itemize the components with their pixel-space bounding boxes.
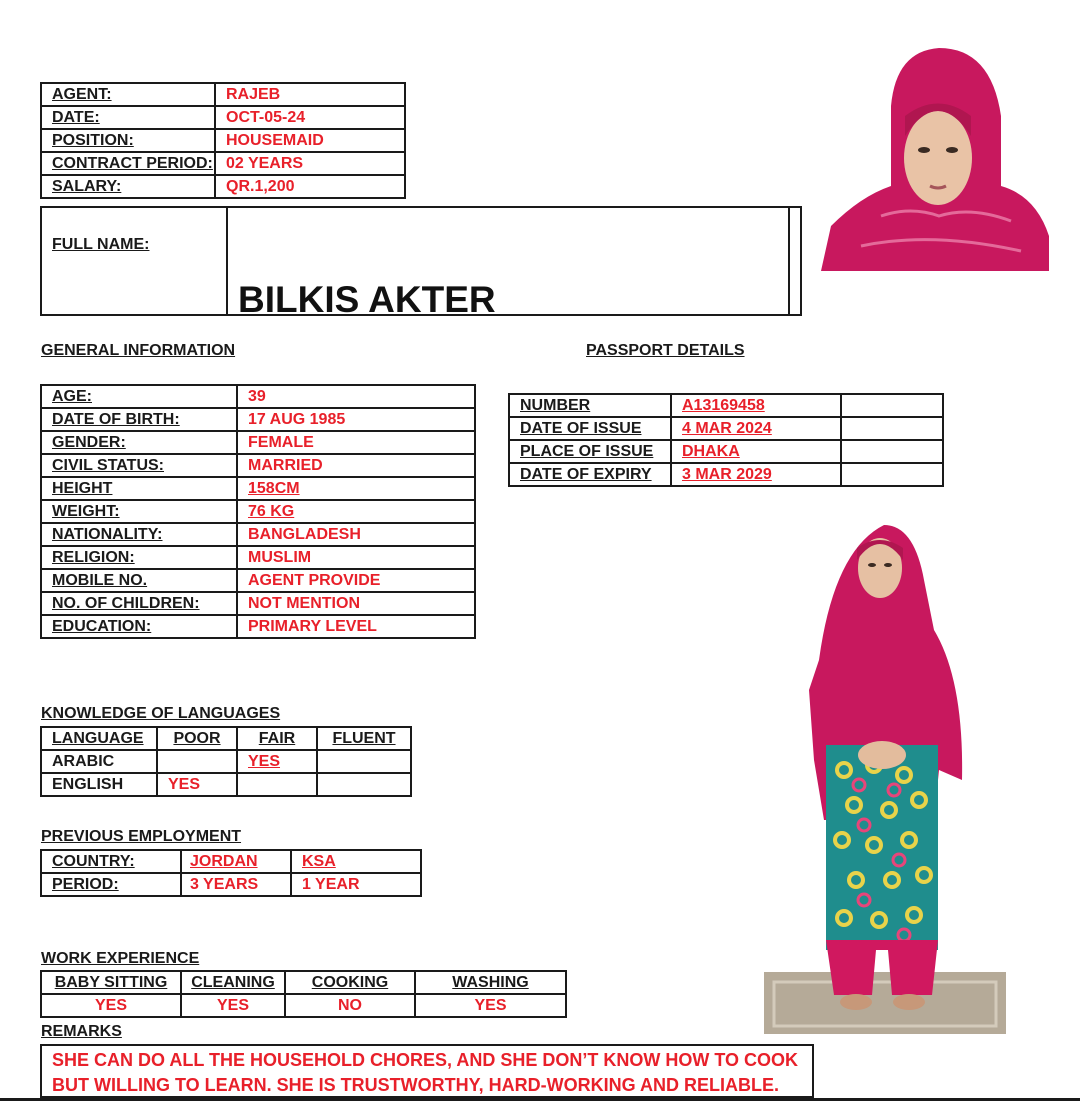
passport-table — [508, 393, 944, 487]
period-value-1: 3 YEARS — [181, 873, 291, 896]
mobile-value: AGENT PROVIDE — [237, 569, 475, 592]
empty-cell — [841, 394, 943, 417]
headshot-photo — [821, 46, 1049, 271]
table-row — [41, 207, 801, 315]
gender-value: FEMALE — [237, 431, 475, 454]
full-body-photo — [764, 520, 1006, 1034]
english-label: ENGLISH — [41, 773, 157, 796]
civil-status-label: CIVIL STATUS: — [41, 454, 237, 477]
cleaning-header: CLEANING — [181, 971, 285, 994]
country-value-1: JORDAN — [181, 850, 291, 873]
civil-status-value: MARRIED — [237, 454, 475, 477]
age-value: 39 — [237, 385, 475, 408]
passport-number-value: A13169458 — [671, 394, 841, 417]
dob-value: 17 AUG 1985 — [237, 408, 475, 431]
empty-cell — [841, 417, 943, 440]
gender-label: GENDER: — [41, 431, 237, 454]
washing-header: WASHING — [415, 971, 566, 994]
table-row — [41, 431, 475, 454]
english-fair — [237, 773, 317, 796]
full-name-value: BILKIS AKTER — [227, 207, 789, 315]
salary-label: SALARY: — [41, 175, 215, 198]
arabic-fluent — [317, 750, 411, 773]
table-row — [41, 615, 475, 638]
date-label: DATE: — [41, 106, 215, 129]
work-experience-table — [40, 970, 567, 1018]
date-value: OCT-05-24 — [215, 106, 405, 129]
expiry-date-value: 3 MAR 2029 — [671, 463, 841, 486]
table-row — [41, 773, 411, 796]
remarks-heading: REMARKS — [41, 1023, 122, 1040]
issue-place-label: PLACE OF ISSUE — [509, 440, 671, 463]
languages-heading: KNOWLEDGE OF LANGUAGES — [41, 705, 281, 722]
passport-number-label: NUMBER — [509, 394, 671, 417]
previous-employment-heading: PREVIOUS EMPLOYMENT — [41, 828, 242, 845]
weight-value: 76 KG — [237, 500, 475, 523]
table-header-row — [41, 727, 411, 750]
remarks-line-2: BUT WILLING TO LEARN. SHE IS TRUSTWORTHY, HARD-WORKING AND RELIABLE. — [52, 1075, 779, 1095]
education-value: PRIMARY LEVEL — [237, 615, 475, 638]
table-row — [41, 385, 475, 408]
language-header: LANGUAGE — [41, 727, 157, 750]
languages-table — [40, 726, 412, 797]
table-row — [41, 175, 405, 198]
remarks-line-1: SHE CAN DO ALL THE HOUSEHOLD CHORES, AND SHE DON’T KNOW HOW TO COOK — [52, 1050, 799, 1070]
period-value-2: 1 YEAR — [291, 873, 421, 896]
position-label: POSITION: — [41, 129, 215, 152]
height-label: HEIGHT — [41, 477, 237, 500]
height-value: 158CM — [237, 477, 475, 500]
arabic-poor — [157, 750, 237, 773]
agent-info-table — [40, 82, 406, 199]
full-name-table — [40, 206, 802, 316]
poor-header: POOR — [157, 727, 237, 750]
table-row — [41, 750, 411, 773]
table-row — [41, 106, 405, 129]
washing-value: YES — [415, 994, 566, 1017]
arabic-label: ARABIC — [41, 750, 157, 773]
period-label: PERIOD: — [41, 873, 181, 896]
salary-value: QR.1,200 — [215, 175, 405, 198]
issue-date-label: DATE OF ISSUE — [509, 417, 671, 440]
mobile-label: MOBILE NO. — [41, 569, 237, 592]
table-row — [41, 83, 405, 106]
dob-label: DATE OF BIRTH: — [41, 408, 237, 431]
agent-value: RAJEB — [215, 83, 405, 106]
table-row — [509, 417, 943, 440]
contract-period-label: CONTRACT PERIOD: — [41, 152, 215, 175]
table-row — [41, 523, 475, 546]
table-row — [509, 394, 943, 417]
table-row — [41, 152, 405, 175]
table-row — [41, 477, 475, 500]
english-poor: YES — [157, 773, 237, 796]
work-experience-heading: WORK EXPERIENCE — [41, 950, 200, 967]
cooking-header: COOKING — [285, 971, 415, 994]
english-fluent — [317, 773, 411, 796]
passport-details-heading: PASSPORT DETAILS — [586, 342, 745, 359]
table-row — [41, 500, 475, 523]
table-row — [41, 994, 566, 1017]
country-label: COUNTRY: — [41, 850, 181, 873]
cleaning-value: YES — [181, 994, 285, 1017]
cooking-value: NO — [285, 994, 415, 1017]
agent-label: AGENT: — [41, 83, 215, 106]
baby-sitting-header: BABY SITTING — [41, 971, 181, 994]
table-row — [41, 873, 421, 896]
arabic-fair: YES — [237, 750, 317, 773]
weight-label: WEIGHT: — [41, 500, 237, 523]
fair-header: FAIR — [237, 727, 317, 750]
table-row — [509, 440, 943, 463]
general-information-table — [40, 384, 476, 639]
table-row — [41, 408, 475, 431]
baby-sitting-value: YES — [41, 994, 181, 1017]
age-label: AGE: — [41, 385, 237, 408]
table-header-row — [41, 971, 566, 994]
full-name-label: FULL NAME: — [41, 207, 227, 315]
children-value: NOT MENTION — [237, 592, 475, 615]
expiry-date-label: DATE OF EXPIRY — [509, 463, 671, 486]
previous-employment-table — [40, 849, 422, 897]
remarks-box — [40, 1044, 814, 1098]
table-row — [41, 569, 475, 592]
fluent-header: FLUENT — [317, 727, 411, 750]
country-value-2: KSA — [291, 850, 421, 873]
empty-cell — [841, 440, 943, 463]
table-row — [41, 850, 421, 873]
contract-period-value: 02 YEARS — [215, 152, 405, 175]
nationality-value: BANGLADESH — [237, 523, 475, 546]
general-information-heading: GENERAL INFORMATION — [41, 342, 236, 359]
religion-value: MUSLIM — [237, 546, 475, 569]
religion-label: RELIGION: — [41, 546, 237, 569]
education-label: EDUCATION: — [41, 615, 237, 638]
issue-place-value: DHAKA — [671, 440, 841, 463]
table-row — [41, 592, 475, 615]
position-value: HOUSEMAID — [215, 129, 405, 152]
issue-date-value: 4 MAR 2024 — [671, 417, 841, 440]
children-label: NO. OF CHILDREN: — [41, 592, 237, 615]
empty-cell — [841, 463, 943, 486]
table-row — [41, 546, 475, 569]
table-row — [41, 129, 405, 152]
full-name-spacer-cell — [789, 207, 801, 315]
table-row — [509, 463, 943, 486]
table-row — [41, 454, 475, 477]
nationality-label: NATIONALITY: — [41, 523, 237, 546]
